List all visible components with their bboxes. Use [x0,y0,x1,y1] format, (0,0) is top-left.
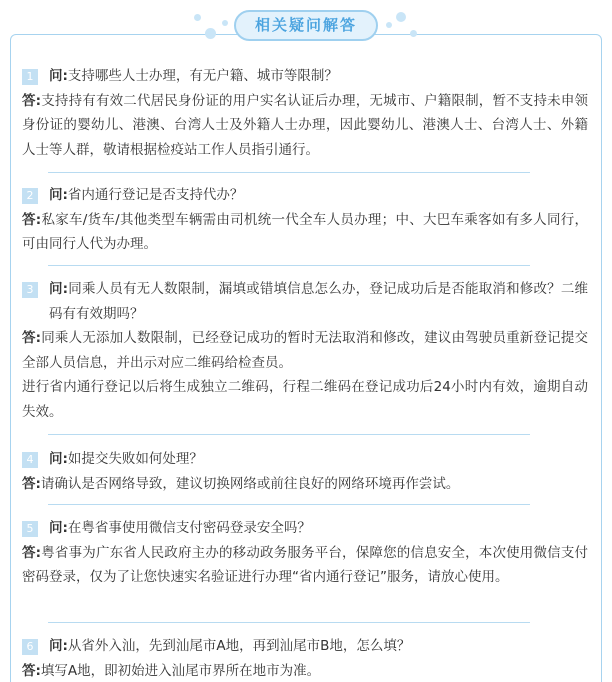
question-text: 从省外入汕，先到汕尾市A地，再到汕尾市B地，怎么填？ [67,638,411,654]
question-line [22,516,588,541]
divider [48,504,530,505]
decor-dot [396,12,406,22]
question-line [22,277,588,326]
item-number-badge: 5 [22,521,38,537]
answer-label: 答: [22,475,41,492]
decor-dot [205,28,216,39]
question-line [22,183,588,208]
item-number-badge: 4 [22,452,38,468]
question-text: 省内通行登记是否支持代办？ [67,187,244,203]
answer-paragraph [22,541,588,590]
question-label: 问: [49,281,69,297]
decor-dot [386,22,392,28]
answer-label: 答: [22,330,42,346]
answer-text: 请确认是否网络导致，建议切换网络或前往良好的网络环境再作尝试。 [40,475,460,492]
question-line [22,634,588,659]
qa-item [22,187,588,257]
question-label: 问: [49,187,68,203]
answer-paragraph [22,89,588,163]
divider [48,265,530,266]
section-title: 相关疑问解答 [234,10,378,41]
answer-text: 填写A地，即初始进入汕尾市界所在地市为准。 [40,662,321,679]
divider [48,622,530,623]
question-line [22,64,588,89]
answer-text: 粤省事为广东省人民政府主办的移动政务服务平台，保障您的信息安全，本次使用微信支付密码登录，仅为了让您快速实名验证进行办理“省内通行登记”服务，请放心使用。 [22,544,588,585]
answer-paragraph [22,208,588,257]
question-text: 支持哪些人士办理，有无户籍、城市等限制？ [67,68,338,84]
answer-text: 同乘人无添加人数限制，已经登记成功的暂时无法取消和修改，建议由驾驶员重新登记提交全部人员信息，并出示对应二维码给检查员。 [22,330,588,371]
answer-label: 答: [22,544,42,561]
item-number-badge: 6 [22,639,38,655]
item-number-badge: 1 [22,69,38,85]
answer-paragraph: 进行省内通行登记以后将生成独立二维码，行程二维码在登记成功后24小时内有效，逾期自动失效。 [22,379,588,420]
qa-item [22,520,588,590]
decor-dot [410,30,417,37]
answer-paragraph [22,326,588,375]
divider [48,172,530,173]
answer-paragraph [22,472,588,497]
answer-label: 答: [22,211,42,228]
question-line [22,447,588,472]
qa-item [22,638,588,682]
question-label: 问: [49,451,68,467]
item-number-badge: 2 [22,188,38,204]
qa-item [22,281,588,424]
item-number-badge: 3 [22,282,38,298]
title-banner [0,6,612,46]
question-label: 问: [49,638,68,654]
answer-text: 私家车/货车/其他类型车辆需由司机统一代全车人员办理；中、大巴车乘客如有多人同行，可由同行人代为办理。 [22,211,588,252]
decor-dot [222,20,228,26]
decor-dot [194,14,201,21]
question-label: 问: [49,520,68,536]
answer-text: 支持持有有效二代居民身份证的用户实名认证后办理，无城市、户籍限制，暂不支持未申领身份证的婴幼儿、港澳、台湾人士及外籍人士办理，因此婴幼儿、港澳人士、台湾人士、外籍人士等人群，敬请根据检疫站工作人员指引通行。 [22,92,588,158]
answer-label: 答: [22,92,42,109]
qa-item [22,451,588,496]
question-label: 问: [49,68,68,84]
question-text: 同乘人员有无人数限制，漏填或错填信息怎么办，登记成功后是否能取消和修改？二维码有有效期吗？ [49,281,589,322]
question-text: 如提交失败如何处理？ [67,451,203,467]
qa-item [22,68,588,162]
question-text: 在粤省事使用微信支付密码登录安全吗？ [67,520,311,536]
answer-paragraph [22,659,588,682]
answer-label: 答: [22,662,41,679]
divider [48,434,530,435]
